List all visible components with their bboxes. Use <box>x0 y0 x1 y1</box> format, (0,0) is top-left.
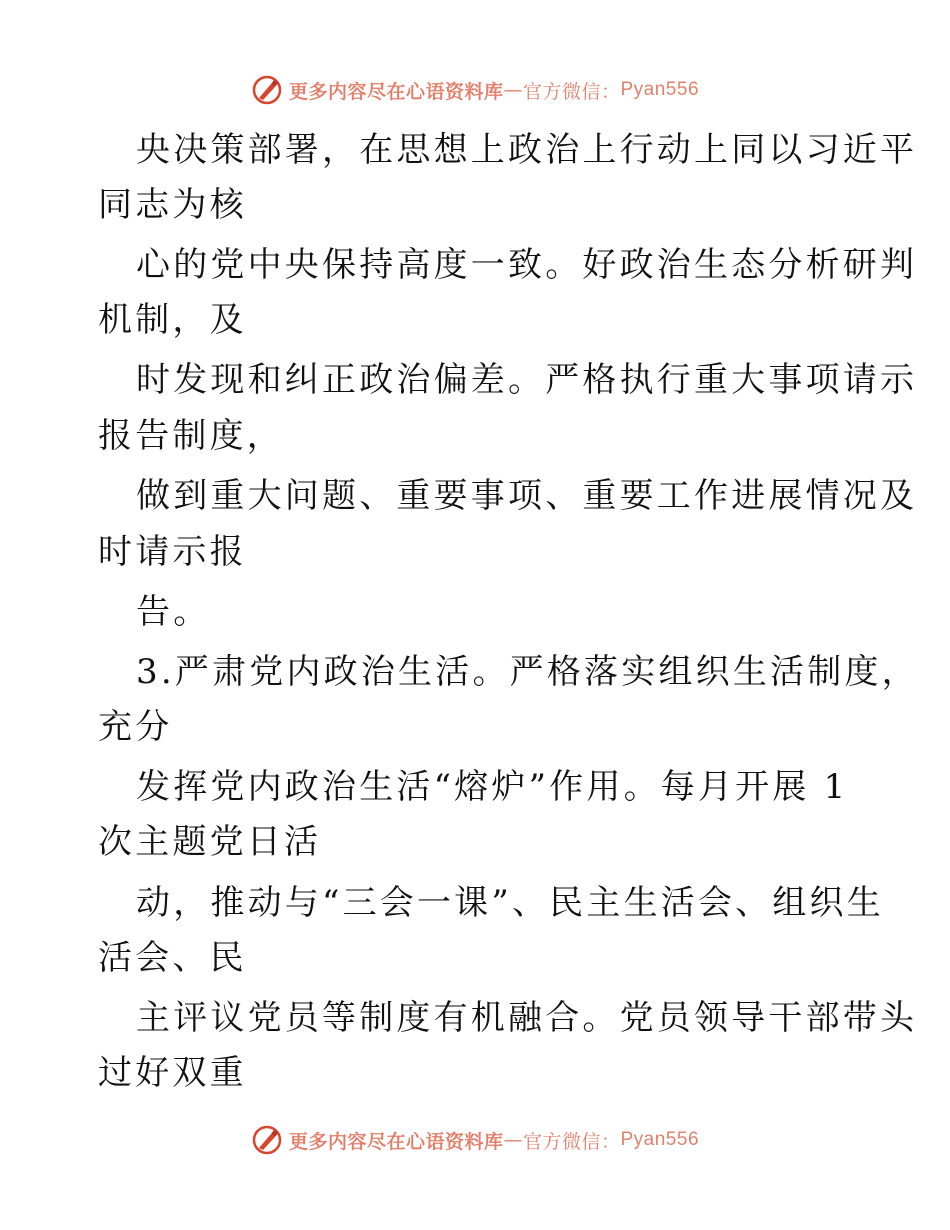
footer-watermark <box>0 1120 950 1160</box>
text-line: 同志为核 <box>98 185 247 225</box>
text-line: 过好双重 <box>98 1053 247 1093</box>
watermark-site-name: 更多内容尽在心语资料库 <box>288 80 504 103</box>
text-line: 告。 <box>136 592 211 632</box>
watermark-wechat-label: 官方微信： <box>522 1130 621 1153</box>
watermark-wechat-id: Pyan556 <box>620 1129 700 1150</box>
text-line: 报告制度， <box>98 416 284 456</box>
text-line: 发挥党内政治生活“熔炉”作用。每月开展 1 <box>136 767 849 807</box>
text-line: 次主题党日活 <box>98 822 322 862</box>
text-line: 做到重大问题、重要事项、重要工作进展情况及 <box>136 476 918 516</box>
text-line: 时发现和纠正政治偏差。严格执行重大事项请示 <box>136 360 918 400</box>
text-line: 动，推动与“三会一课”、民主生活会、组织生 <box>136 883 884 923</box>
watermark-wechat-label: 官方微信： <box>522 80 621 103</box>
watermark-dash: — <box>503 1129 523 1151</box>
watermark-site-name: 更多内容尽在心语资料库 <box>288 1130 504 1153</box>
text-line: 3.严肃党内政治生活。严格落实组织生活制度， <box>136 652 919 692</box>
text-line: 主评议党员等制度有机融合。党员领导干部带头 <box>136 998 918 1038</box>
watermark-wechat-id: Pyan556 <box>620 79 700 100</box>
watermark-dash: — <box>503 79 523 101</box>
pen-circle-logo-icon <box>251 1124 283 1156</box>
text-line: 充分 <box>98 707 173 747</box>
text-line: 央决策部署，在思想上政治上行动上同以习近平 <box>136 130 918 170</box>
text-line: 机制，及 <box>98 300 247 340</box>
pen-circle-logo-icon <box>251 74 283 106</box>
text-line: 心的党中央保持高度一致。好政治生态分析研判 <box>136 245 918 285</box>
header-watermark <box>0 70 950 110</box>
text-line: 时请示报 <box>98 532 247 572</box>
text-line: 活会、民 <box>98 938 247 978</box>
